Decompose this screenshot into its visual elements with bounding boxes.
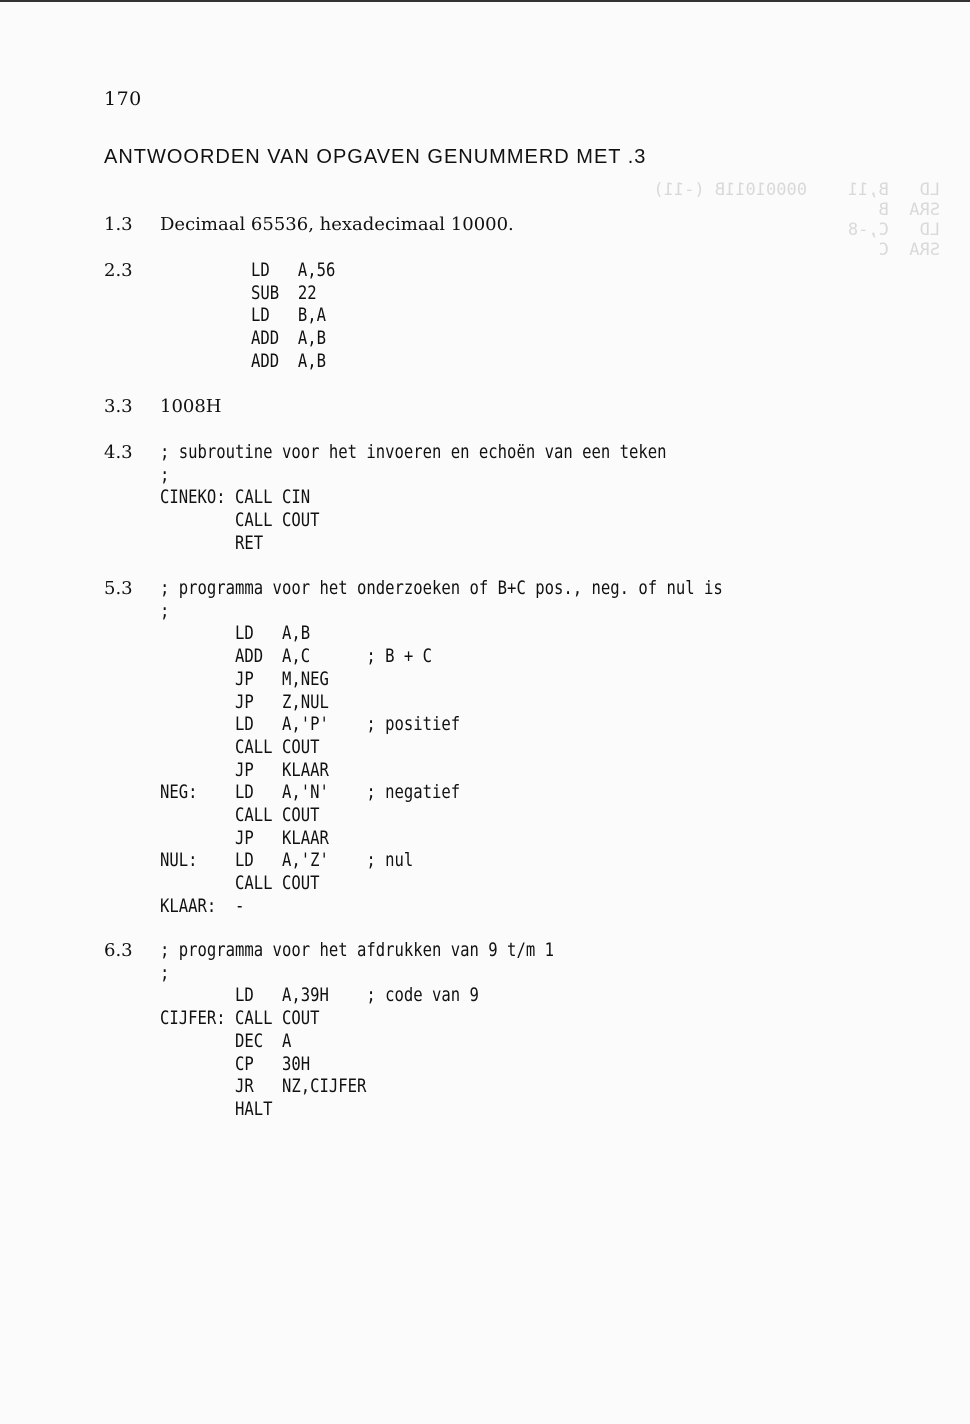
code-block: ; programma voor het onderzoeken of B+C pos., neg. of nul is ; LD A,B ADD A,C ; B + C JP M,NEG JP Z,NUL LD A,'P' ; positief CALL COUT JP KLAAR NEG: LD A,'N' ; negatief CALL COUT JP KLAAR NUL: LD A,'Z' ; nul CALL COUT KLAAR: - bbox=[160, 577, 723, 917]
bleed-through-decoration: LD B,11 00001011B (-11) SRA B LD C,-8 SRA C bbox=[653, 180, 940, 260]
code-block: ; subroutine voor het invoeren en echoën van een teken ; CINEKO: CALL CIN CALL COUT RET bbox=[160, 441, 667, 554]
answer-number: 4.3 bbox=[104, 442, 133, 463]
answer-number: 1.3 bbox=[104, 214, 133, 235]
answer-text: Decimaal 65536, hexadecimaal 10000. bbox=[160, 214, 514, 235]
answer-number: 2.3 bbox=[104, 260, 133, 281]
top-border bbox=[0, 0, 970, 2]
answer-number: 3.3 bbox=[104, 396, 133, 417]
code-block: ; programma voor het afdrukken van 9 t/m 1 ; LD A,39H ; code van 9 CIJFER: CALL COUT DEC A CP 30H JR NZ,CIJFER HALT bbox=[160, 939, 554, 1120]
page-heading: ANTWOORDEN VAN OPGAVEN GENUMMERD MET .3 bbox=[104, 146, 647, 168]
answer-number: 5.3 bbox=[104, 578, 133, 599]
page-number: 170 bbox=[104, 88, 142, 110]
answer-number: 6.3 bbox=[104, 940, 133, 961]
code-block: LD A,56 SUB 22 LD B,A ADD A,B ADD A,B bbox=[251, 259, 336, 372]
answer-text: 1008H bbox=[160, 396, 222, 417]
